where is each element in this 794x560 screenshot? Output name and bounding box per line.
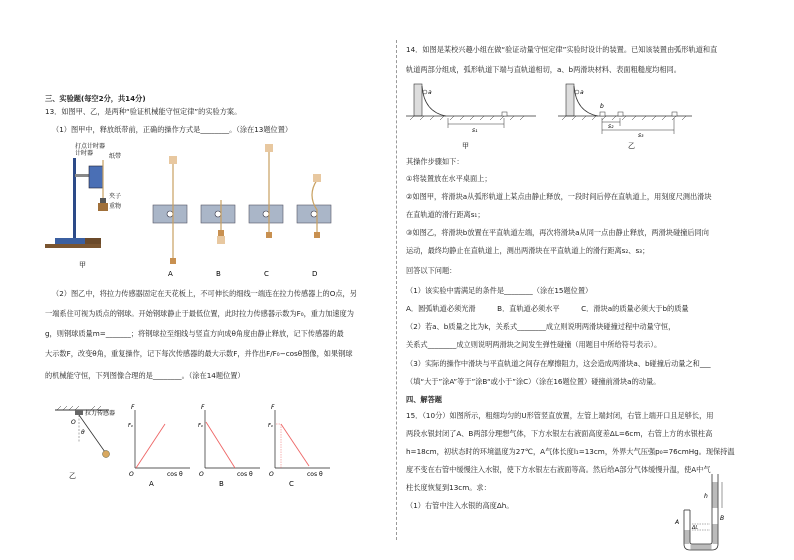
label-weight: 重物	[109, 203, 122, 210]
svg-text:a: a	[428, 89, 432, 96]
q15-line5: 柱长度恢复到13cm。求：	[406, 483, 491, 492]
q14-part3: （3）实际的操作中滑块与平直轨道之间存在摩擦阻力，这会造成两滑块a、b碰撞后动量之和___	[406, 359, 711, 368]
q14-part1: （1）该实验中需满足的条件是________（涂在15题位置）	[406, 286, 593, 295]
q13-part2-line3: g，则钢球质量m=_______；将钢球拉至细线与竖直方向成θ角度由静止释放，记下传感器的最	[45, 329, 344, 338]
graph-a-label: A	[149, 480, 154, 486]
q14-options: A．圆弧轨道必须光滑 B．直轨道必须水平 C．滑块a的质量必须大于b的质量	[406, 304, 689, 313]
caption-jia-track: 甲	[462, 142, 469, 150]
label-timer2: 计时器	[75, 150, 94, 157]
track-jia	[406, 84, 536, 150]
q14-part2b: 关系式________成立则说明两滑块之间发生弹性碰撞（用题目中所给符号表示）。	[406, 340, 662, 349]
svg-text:F: F	[131, 404, 135, 411]
svg-text:F₀: F₀	[268, 423, 273, 429]
svg-text:ΔL: ΔL	[692, 525, 699, 531]
q15-line1: 15．（10分）如图所示，粗细均匀的U形管竖直放置，左管上端封闭，右管上端开口且足够长，用	[406, 411, 714, 420]
mercury-bottom	[691, 545, 712, 550]
figure-jia	[45, 140, 345, 280]
q15-part1: （1）右管中注入水银的高度Δh。	[406, 501, 514, 510]
section3-title: 三、实验题(每空2分，共14分)	[45, 94, 146, 103]
steps-line4: 在直轨道的滑行距离s₁；	[406, 210, 485, 219]
q15-line3: h=18cm，初状态时的环境温度为27℃，A气体长度l₁=13cm，外界大气压强p₀=76cmHg。现保持温	[406, 447, 735, 456]
sensor-label: 拉力传感器	[85, 410, 116, 417]
svg-text:s₂: s₂	[608, 123, 614, 130]
svg-text:h: h	[704, 493, 708, 500]
u-tube-figure	[670, 472, 740, 554]
figure-yi	[45, 402, 345, 486]
mercury-right	[713, 524, 718, 544]
q14-line2: 轨道两部分组成，弧形轨道下端与直轨道相切，a、b两滑块材料、表面粗糙度均相同。	[406, 65, 681, 74]
option-c-figure	[249, 144, 283, 238]
svg-text:A: A	[675, 519, 680, 526]
q15-line4: 度不变在右管中缓慢注入水银，使下方水银左右液面等高。然后给A部分气体缓慢升温，使A中气	[406, 465, 711, 474]
steps-line5: ③如图乙，将滑块b放置在平直轨道左端，再次将滑块a从同一点由静止释放，两滑块碰撞后同向	[406, 228, 709, 237]
svg-text:O: O	[269, 471, 274, 478]
label-timer: 打点计时器	[75, 143, 106, 150]
graph-a	[128, 404, 190, 486]
option-d-figure	[297, 174, 331, 238]
column-divider	[396, 40, 397, 540]
svg-text:a: a	[580, 89, 584, 96]
label-clip: 夹子	[109, 193, 122, 200]
steel-ball	[103, 451, 110, 458]
svg-text:s₃: s₃	[638, 132, 644, 139]
svg-text:O: O	[199, 471, 204, 478]
track-yi	[558, 84, 692, 150]
option-a-figure	[153, 156, 187, 264]
table-top	[45, 244, 101, 248]
steps-line1: 其操作步骤如下：	[406, 157, 464, 166]
steps-line2: ①将装置放在水平桌面上；	[406, 174, 492, 183]
force-sensor	[75, 410, 83, 415]
q13-part1: （1）图甲中，释放纸带前，正确的操作方式是________。（涂在13题位置）	[52, 125, 293, 134]
mercury-left	[685, 530, 690, 544]
section4-title: 四、解答题	[406, 395, 442, 404]
q13-part2-line4: 大示数F，改变θ角，重复操作，记下每次传感器的最大示数F，并作出F/F₀−cosθ图像，如果钢球	[45, 349, 353, 358]
timer-body	[89, 166, 103, 188]
caption-jia: 甲	[79, 261, 86, 269]
q15-line2: 两段水银封闭了A、B两部分理想气体，下方水银左右液面高度差ΔL=6cm，右管上方的水银柱高	[406, 429, 713, 438]
q13-part2-line1: （2）图乙中，将拉力传感器固定在天花板上，不可伸长的细线一端连在拉力传感器上的O点，另	[52, 289, 357, 298]
q13-part2-line2: 一端系住可视为质点的钢球。开始钢球静止于最低位置，此时拉力传感器示数为F₀，重力加速度为	[45, 309, 354, 318]
q14-part3b: （填“大于”涂A”等于”涂B“或小于”涂C）（涂在16题位置）碰撞前滑块a的动量。	[406, 377, 661, 386]
graph-c-label: C	[289, 480, 294, 486]
stand-pole	[73, 158, 76, 238]
q14-part2: （2）若a、b质量之比为k，关系式________成立则说明两滑块碰撞过程中动量守恒，	[406, 322, 676, 331]
svg-text:cos θ: cos θ	[167, 471, 183, 478]
option-d-label: D	[312, 270, 318, 278]
svg-text:F₀: F₀	[198, 423, 203, 429]
option-a-label: A	[168, 270, 173, 278]
option-b-figure	[201, 200, 235, 244]
graph-c	[268, 404, 330, 486]
angle-label: θ	[81, 429, 85, 436]
steps-line3: ②如图甲，将滑块a从弧形轨道上某点由静止释放，一段时间后停在直轨道上，用刻度尺测出滑块	[406, 192, 712, 201]
steps-line6: 运动，最终均静止在直轨道上，测出两滑块在平直轨道上的滑行距离s₂、s₃；	[406, 246, 650, 255]
svg-text:F: F	[271, 404, 275, 411]
svg-text:F: F	[201, 404, 205, 411]
option-b-label: B	[216, 270, 221, 278]
left-column	[0, 0, 396, 560]
mercury-column-h	[713, 482, 718, 508]
steps-line7: 回答以下问题：	[406, 266, 457, 275]
caption-yi-track: 乙	[628, 142, 635, 150]
graph-b-label: B	[219, 480, 224, 486]
point-o-label: O	[71, 419, 76, 426]
weight-shape	[98, 203, 108, 211]
caption-yi: 乙	[69, 472, 76, 480]
svg-text:O: O	[129, 471, 134, 478]
option-c-label: C	[264, 270, 269, 278]
right-column	[398, 0, 794, 560]
label-tape: 纸带	[109, 153, 122, 160]
figure-track	[406, 80, 706, 152]
q14-line1: 14．如图是某校兴趣小组在做“验证动量守恒定律”实验时设计的装置。已知该装置由弧形轨道和直	[406, 45, 718, 54]
q13-part2-line5: 的机械能守恒，下列图像合理的是________。（涂在14题位置）	[45, 371, 245, 380]
clip-shape	[100, 198, 106, 203]
svg-text:cos θ: cos θ	[237, 471, 253, 478]
svg-text:B: B	[720, 515, 725, 522]
graph-b	[198, 404, 260, 486]
svg-text:b: b	[600, 103, 604, 110]
svg-text:F₀: F₀	[128, 423, 133, 429]
q13-stem: 13．如图甲、乙，是两种“验证机械能守恒定律”的实验方案。	[45, 107, 242, 116]
svg-text:s₁: s₁	[472, 127, 478, 134]
svg-text:cos θ: cos θ	[307, 471, 323, 478]
